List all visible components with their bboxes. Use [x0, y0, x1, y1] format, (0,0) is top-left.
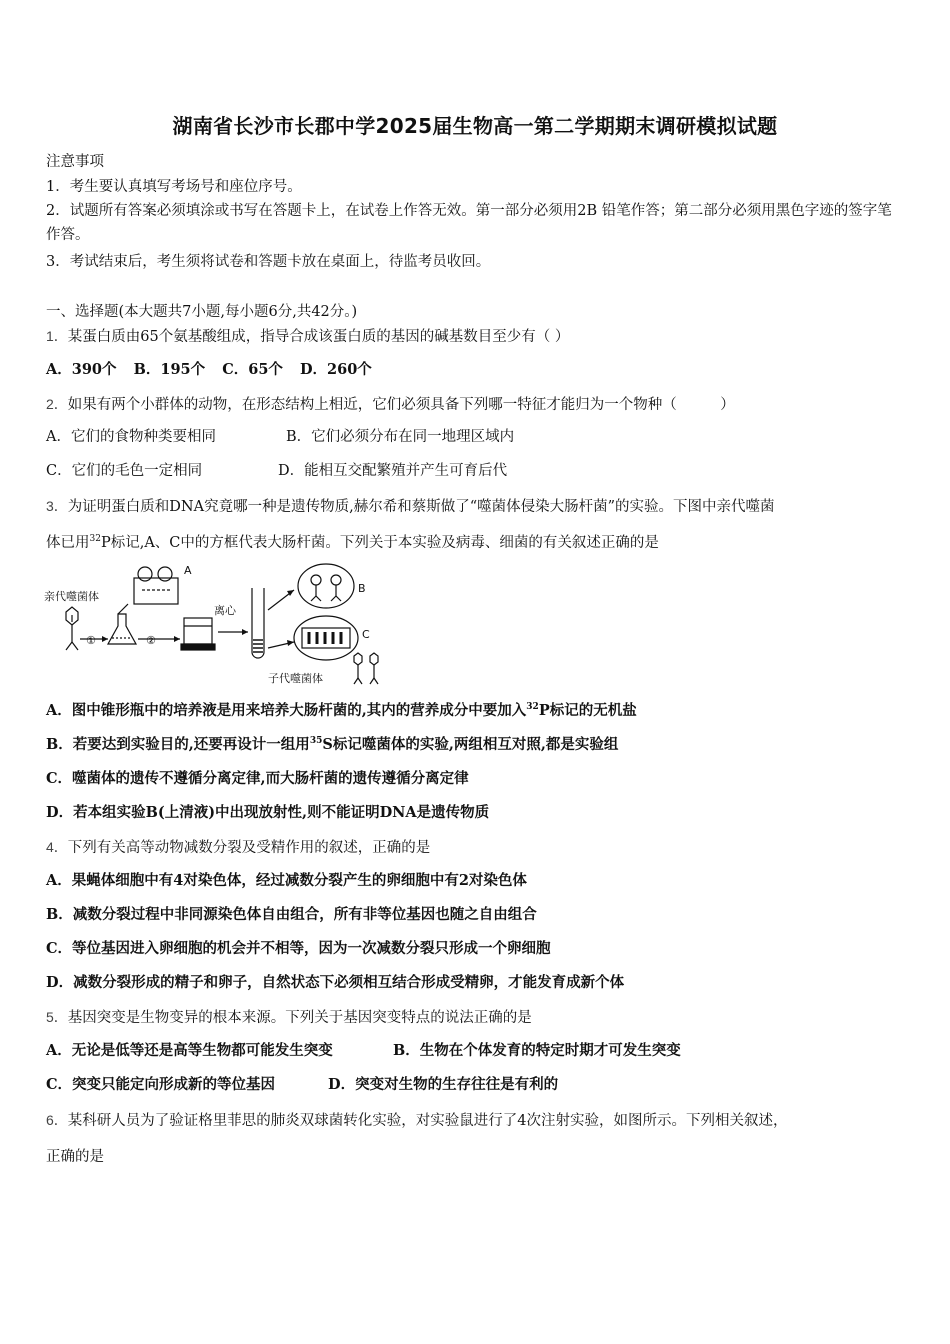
blender-icon — [181, 618, 215, 650]
question-text: 某蛋白质由65个氨基酸组成，指导合成该蛋白质的基因的碱基数目至少有（ ） — [67, 329, 570, 345]
child-phage-icon — [354, 653, 378, 684]
question-number: 4． — [46, 839, 68, 855]
sediment-c-circle — [294, 616, 358, 660]
question-2 — [46, 394, 906, 415]
notice-item-3: 3．考试结束后，考生须将试卷和答题卡放在桌面上，待监考员收回。 — [46, 254, 491, 270]
question-text-part: 体已用 — [46, 535, 90, 551]
option-a: A．390个 — [46, 361, 117, 378]
question-3-option-b — [46, 735, 906, 755]
label-c: C — [362, 628, 370, 641]
label-a: A — [184, 564, 192, 577]
question-number: 1． — [46, 328, 68, 344]
option-b: B．生物在个体发育的特定时期才可发生突变 — [393, 1042, 681, 1059]
question-text: 如果有两个小群体的动物，在形态结构上相近，它们必须具备下列哪一特征才能归为一个物种（ ） — [67, 397, 735, 413]
label-b: B — [358, 582, 366, 595]
question-2-options-ab — [46, 427, 906, 447]
section-heading: 一、选择题(本大题共7小题,每小题6分,共42分。) — [46, 304, 358, 320]
arrow-head — [287, 640, 294, 646]
question-number: 6． — [46, 1112, 68, 1128]
option-b: B．195个 — [133, 361, 206, 378]
question-4-option-d: D．减数分裂形成的精子和卵子，自然状态下必须相互结合形成受精卵，才能发育成新个体 — [46, 974, 625, 991]
test-tube-icon — [252, 588, 264, 658]
option-text: B．若要达到实验目的,还要再设计一组用 — [46, 736, 310, 753]
option-b: B．它们必须分布在同一地理区域内 — [286, 429, 515, 445]
question-4-option-c: C．等位基因进入卵细胞的机会并不相等，因为一次减数分裂只形成一个卵细胞 — [46, 940, 551, 957]
question-text-part: P标记,A、C中的方框代表大肠杆菌。下列关于本实验及病毒、细菌的有关叙述正确的是 — [100, 535, 659, 551]
question-2-options-cd — [46, 461, 906, 481]
question-text: 为证明蛋白质和DNA究竟哪一种是遗传物质,赫尔希和蔡斯做了“噬菌体侵染大肠杆菌”的实验。下图中亲代噬菌 — [67, 499, 775, 515]
question-3-line-1 — [46, 496, 906, 517]
option-d: D．突变对生物的生存往往是有利的 — [328, 1076, 559, 1093]
arrow-head — [174, 636, 180, 642]
supernatant-b-circle — [298, 564, 354, 608]
question-3-line-2 — [46, 533, 906, 553]
option-text: S标记噬菌体的实验,两组相互对照,都是实验组 — [322, 736, 619, 753]
question-number: 3． — [46, 498, 68, 514]
arrow-head — [102, 636, 108, 642]
question-5-options-cd — [46, 1075, 906, 1095]
question-5 — [46, 1007, 906, 1028]
question-4-option-a: A．果蝇体细胞中有4对染色体，经过减数分裂产生的卵细胞中有2对染色体 — [46, 872, 527, 889]
question-text: 某科研人员为了验证格里菲思的肺炎双球菌转化实验，对实验鼠进行了4次注射实验，如图所示。下列相关叙述， — [67, 1113, 788, 1129]
option-c: C．突变只能定向形成新的等位基因 — [46, 1076, 276, 1093]
question-6-line-2: 正确的是 — [46, 1149, 104, 1165]
option-a: A．它们的食物种类要相同 — [46, 429, 216, 445]
child-phage-label: 子代噬菌体 — [268, 672, 323, 685]
page-title: 湖南省长沙市长郡中学2025届生物高一第二学期期末调研模拟试题 — [172, 114, 778, 138]
option-text: A．图中锥形瓶中的培养液是用来培养大肠杆菌的,其内的营养成分中要加入 — [46, 702, 527, 719]
question-5-options-ab — [46, 1041, 906, 1061]
option-d: D．能相互交配繁殖并产生可育后代 — [278, 463, 508, 479]
option-text: P标记的无机盐 — [538, 702, 637, 719]
notice-item-2: 2．试题所有答案必须填涂或书写在答题卡上，在试卷上作答无效。第一部分必须用2B 铅笔作答；第二部分必须用黑色字迹的签字笔作答。 — [46, 203, 892, 243]
superscript: 32 — [526, 702, 539, 713]
phage-experiment-figure — [42, 560, 387, 690]
arrow-head — [242, 629, 248, 635]
option-a: A．无论是低等还是高等生物都可能发生突变 — [46, 1042, 333, 1059]
parent-phage-label: 亲代噬菌体 — [44, 590, 99, 603]
question-1 — [46, 326, 906, 347]
question-text: 基因突变是生物变异的根本来源。下列关于基因突变特点的说法正确的是 — [67, 1010, 532, 1026]
option-c: C．它们的毛色一定相同 — [46, 463, 203, 479]
question-number: 5． — [46, 1009, 68, 1025]
question-1-options — [46, 360, 906, 380]
option-c: C．65个 — [222, 361, 283, 378]
superscript: 32 — [89, 534, 101, 545]
question-3-option-c: C．噬菌体的遗传不遵循分离定律,而大肠杆菌的遗传遵循分离定律 — [46, 770, 469, 787]
step-1-label: ① — [86, 634, 96, 647]
question-number: 2． — [46, 396, 68, 412]
flask-icon — [108, 614, 136, 644]
infection-box-a — [118, 567, 178, 614]
notice-heading: 注意事项 — [46, 154, 104, 170]
question-6-line-1 — [46, 1110, 906, 1131]
option-d: D．260个 — [299, 361, 372, 378]
question-4 — [46, 837, 906, 858]
centrifuge-label: 离心 — [214, 604, 236, 617]
question-text: 下列有关高等动物减数分裂及受精作用的叙述，正确的是 — [67, 840, 431, 856]
question-4-option-b: B．减数分裂过程中非同源染色体自由组合，所有非等位基因也随之自由组合 — [46, 906, 537, 923]
parent-phage-icon — [66, 607, 78, 650]
question-3-option-d: D．若本组实验B(上清液)中出现放射性,则不能证明DNA是遗传物质 — [46, 804, 490, 821]
step-2-label: ② — [146, 634, 156, 647]
superscript: 35 — [309, 736, 323, 747]
notice-item-1: 1．考生要认真填写考场号和座位序号。 — [46, 179, 302, 195]
question-3-option-a — [46, 701, 906, 721]
